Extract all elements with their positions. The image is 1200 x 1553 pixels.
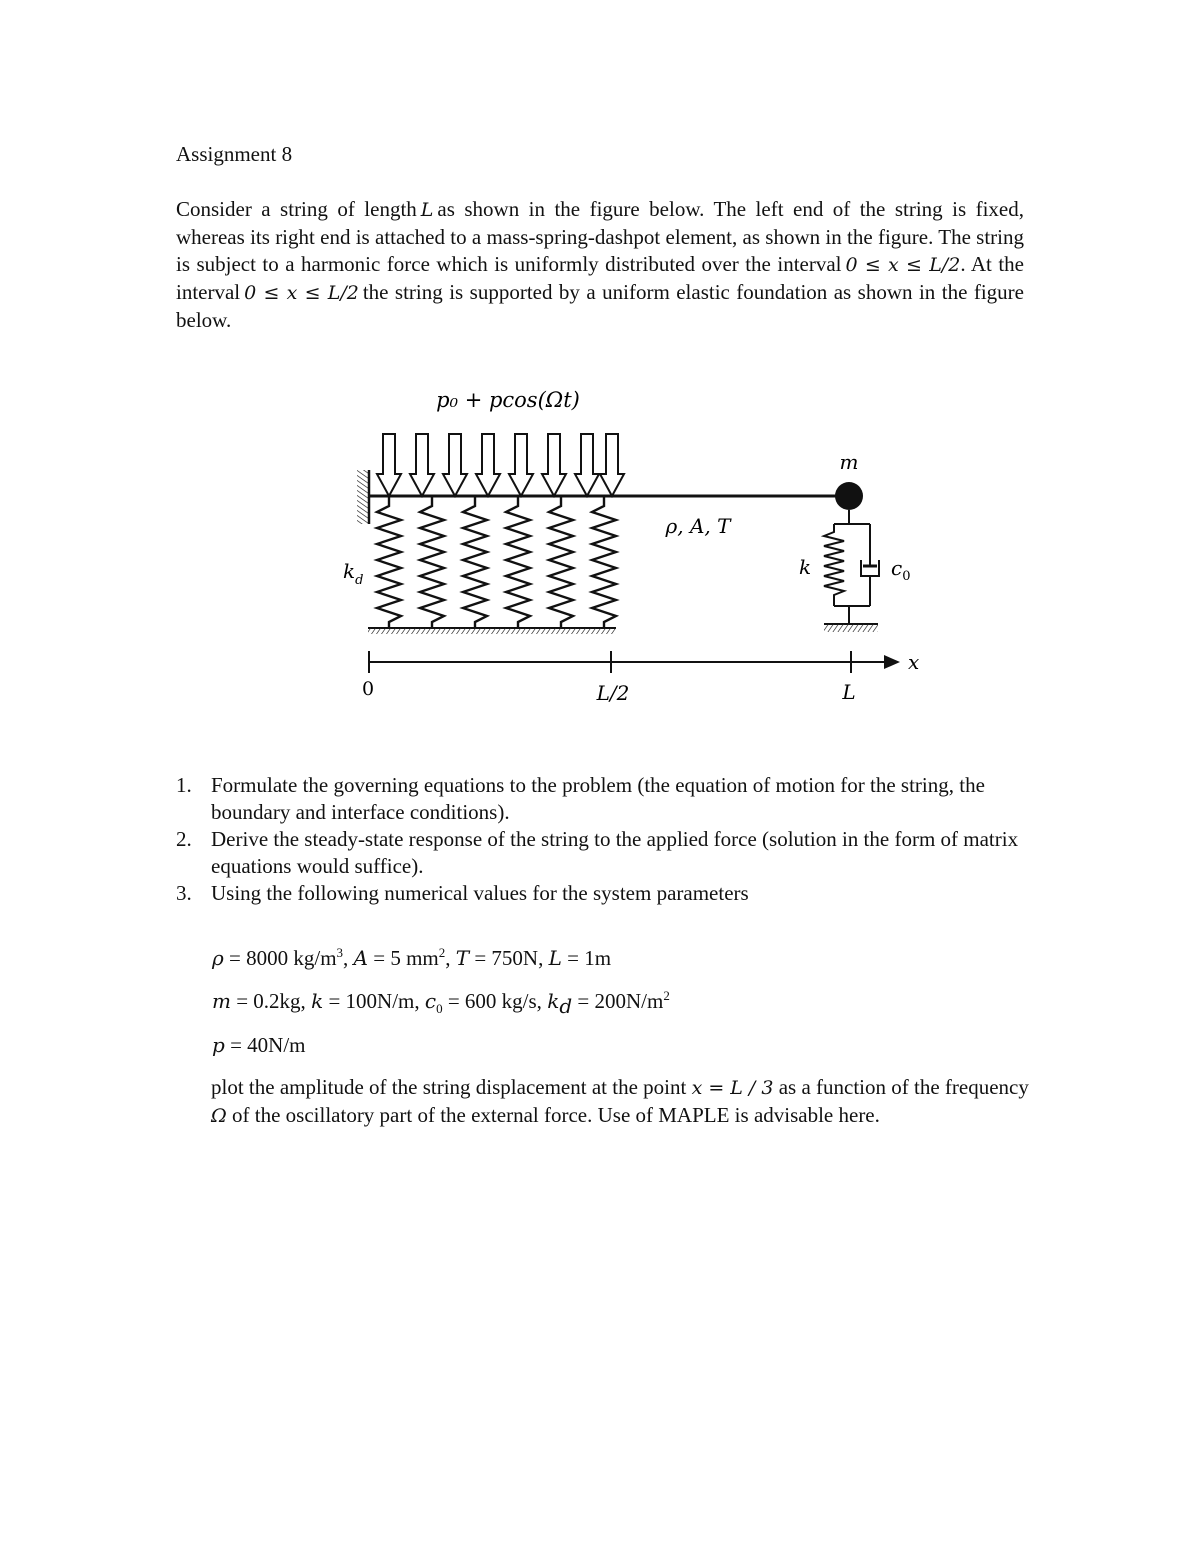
mass-ball — [835, 482, 863, 510]
intro-text-1: Consider a string of length — [176, 197, 417, 221]
task-text: Using the following numerical values for the system parameters — [211, 881, 749, 905]
foundation-spring — [506, 496, 530, 628]
tick-half-label: L/2 — [596, 681, 630, 705]
foundation-ground-hatch — [368, 628, 616, 634]
left-wall-hatch — [357, 470, 369, 524]
foundation-springs — [377, 496, 616, 628]
support-ground-hatch — [824, 624, 878, 632]
right-support — [824, 510, 879, 624]
task-number: 3. — [176, 881, 192, 905]
task-list — [176, 772, 1036, 907]
mass-label: m — [839, 450, 859, 474]
force-label: p₀ + pcos(Ωt) — [436, 388, 580, 412]
damper-label: $c_0$ — [891, 556, 911, 584]
x-axis-label: x — [908, 650, 920, 674]
point-math: x = L / 3 — [691, 1077, 774, 1099]
task-item — [176, 826, 1036, 880]
foundation-spring — [592, 496, 616, 628]
plot-instruction: plot the amplitude of the string displacement at the point x = L / 3 as a function of the frequency Ω of the oscillatory part of the external force. Use of MAPLE is advisable here. — [211, 1075, 1029, 1127]
param-row-3: p = 40N/m — [212, 1033, 306, 1058]
task-text: Formulate the governing equations to the problem (the equation of motion for the string, the boundary and interface conditions). — [211, 773, 985, 824]
load-arrow — [377, 434, 401, 496]
string-params-label: ρ, A, T — [665, 514, 731, 538]
task-text: Derive the steady-state response of the string to the applied force (solution in the form of matrix equations would suffice). — [211, 827, 1019, 878]
x-axis-arrowhead — [884, 655, 900, 669]
foundation-spring — [549, 496, 573, 628]
load-arrow — [509, 434, 533, 496]
assignment-title: Assignment 8 — [176, 142, 293, 166]
load-arrow — [600, 434, 624, 496]
param-row-1: ρ = 8000 $kg/m^3$, A = 5 $mm^2$, T = 750N, L = 1m — [212, 945, 612, 970]
tick-0-label: 0 — [361, 678, 375, 700]
foundation-stiffness-label: $k_d$ — [343, 559, 364, 588]
support-spring — [824, 524, 844, 606]
foundation-spring — [463, 496, 487, 628]
system-figure — [0, 370, 1200, 710]
task-number: 2. — [176, 827, 192, 851]
task-item — [176, 772, 1036, 826]
var-length: L — [420, 199, 434, 221]
load-arrows — [377, 434, 624, 496]
spring-stiffness-label: k — [798, 555, 812, 579]
task-number: 1. — [176, 773, 192, 797]
param-row-2: m = 0.2kg, k = 100N/m, $c_0 = 600$ kg/s, $k_d = 200N/m^2$ — [212, 988, 670, 1019]
load-arrow — [443, 434, 467, 496]
load-arrow — [476, 434, 500, 496]
intro-text-4: the string is supported by a uniform elastic foundation as shown in the figure below. — [176, 280, 1024, 332]
intro-text-3: . At the interval — [176, 252, 1025, 304]
load-arrow — [410, 434, 434, 496]
intro-paragraph — [176, 196, 1024, 334]
foundation-spring — [420, 496, 444, 628]
load-arrow — [542, 434, 566, 496]
parameter-values — [212, 934, 670, 1064]
interval-math-1: 0 ≤ x ≤ L/2 — [845, 254, 961, 276]
tick-L-label: L — [842, 680, 856, 704]
load-arrow — [575, 434, 599, 496]
task-item — [176, 880, 1036, 907]
interval-math-2: 0 ≤ x ≤ L/2 — [244, 282, 359, 304]
omega-symbol: Ω — [211, 1105, 227, 1127]
foundation-spring — [377, 496, 401, 628]
intro-text-2: as shown in the figure below. The left end of the string is fixed, whereas its right end is attached to a mass-spring-dashpot element, as shown in the figure. The string is subject to a harmonic force which is uniformly distributed over the interval — [176, 197, 1024, 276]
